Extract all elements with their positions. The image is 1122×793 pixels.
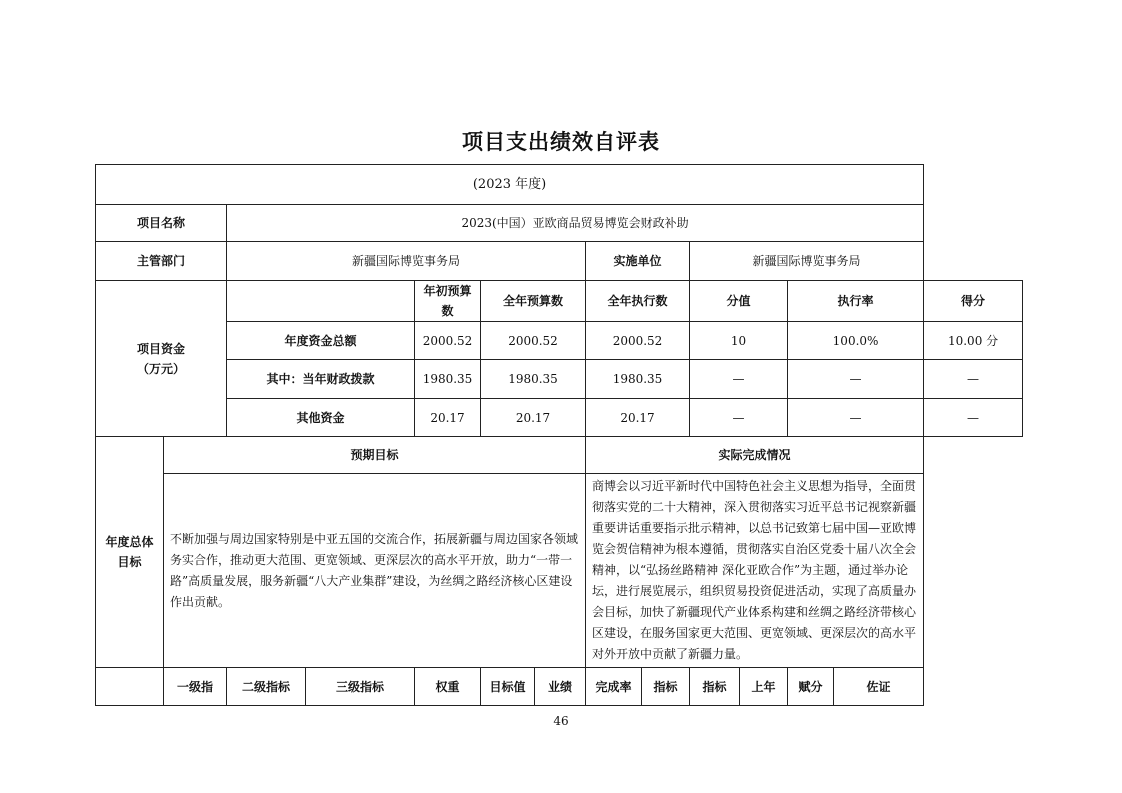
funds-label: 项目资金 (136, 341, 185, 356)
performance-table (95, 164, 1023, 706)
funds-cell: 1980.35 (481, 360, 586, 399)
funds-cell: — (788, 399, 924, 437)
indicator-blank-cell (96, 668, 164, 706)
indicator-header: 指标 (642, 668, 690, 706)
funds-header-exec-rate: 执行率 (788, 281, 924, 322)
indicator-header: 上年 (740, 668, 788, 706)
funds-cell: 20.17 (415, 399, 481, 437)
funds-label-cell (96, 281, 227, 437)
dept-value: 新疆国际博览事务局 (227, 242, 586, 281)
annual-goals-label: 年度总体目标 (96, 437, 164, 668)
indicator-header: 权重 (415, 668, 481, 706)
impl-unit-label: 实施单位 (586, 242, 690, 281)
actual-completion-text: 商博会以习近平新时代中国特色社会主义思想为指导，全面贯彻落实党的二十大精神，深入贯彻落实习近平总书记视察新疆重要讲话重要指示批示精神，以总书记致第七届中国—亚欧博览会贺信精神为根本遵循，贯彻落实自治区党委十届八次全会精神，以“弘扬丝路精神 深化亚欧合作”为主题，通过举办论坛，进行展览展示，组织贸易投资促进活动，实现了高质量办会目标，加快了新疆现代产业体系构建和丝绸之路经济带核心区建设，在服务国家更大范围、更宽领域、更深层次的高水平对外开放中贡献了新疆力量。 (586, 474, 924, 668)
funds-header-score: 得分 (924, 281, 1023, 322)
funds-cell: — (690, 360, 788, 399)
funds-header-annual: 全年预算数 (481, 281, 586, 322)
project-name-label: 项目名称 (96, 205, 227, 242)
funds-row-label: 其他资金 (227, 399, 415, 437)
funds-header-score-value: 分值 (690, 281, 788, 322)
project-name-value: 2023(中国）亚欧商品贸易博览会财政补助 (227, 205, 924, 242)
expected-goal-text: 不断加强与周边国家特别是中亚五国的交流合作，拓展新疆与周边国家各领域务实合作，推动更大范围、更宽领域、更深层次的高水平开放，助力“一带一路”高质量发展，服务新疆“八大产业集群”建设，为丝绸之路经济核心区建设作出贡献。 (164, 474, 586, 668)
funds-cell: 1980.35 (586, 360, 690, 399)
indicator-header: 完成率 (586, 668, 642, 706)
funds-cell: 2000.52 (586, 322, 690, 360)
funds-header-initial: 年初预算数 (415, 281, 481, 322)
indicator-header: 二级指标 (227, 668, 306, 706)
funds-cell: 1980.35 (415, 360, 481, 399)
funds-cell: — (924, 399, 1023, 437)
funds-cell: 2000.52 (415, 322, 481, 360)
indicator-header: 赋分 (788, 668, 834, 706)
funds-cell: 20.17 (586, 399, 690, 437)
funds-cell: — (788, 360, 924, 399)
page-number: 46 (553, 714, 569, 728)
year-cell: (2023 年度) (96, 165, 924, 205)
funds-cell: 100.0% (788, 322, 924, 360)
funds-cell: — (690, 399, 788, 437)
indicator-header: 佐证 (834, 668, 924, 706)
indicator-header: 一级指 (164, 668, 227, 706)
dept-label: 主管部门 (96, 242, 227, 281)
funds-unit: （万元） (136, 361, 185, 376)
actual-completion-header: 实际完成情况 (586, 437, 924, 474)
indicator-header: 目标值 (481, 668, 535, 706)
expected-goal-header: 预期目标 (164, 437, 586, 474)
indicator-header: 业绩 (535, 668, 586, 706)
impl-unit-value: 新疆国际博览事务局 (690, 242, 924, 281)
indicator-header: 三级指标 (306, 668, 415, 706)
funds-header-blank (227, 281, 415, 322)
funds-cell: 20.17 (481, 399, 586, 437)
funds-row-label: 其中：当年财政拨款 (227, 360, 415, 399)
funds-cell: 2000.52 (481, 322, 586, 360)
indicator-header: 指标 (690, 668, 740, 706)
page-title: 项目支出绩效自评表 (462, 130, 660, 154)
funds-cell: 10 (690, 322, 788, 360)
funds-row-label: 年度资金总额 (227, 322, 415, 360)
funds-cell: — (924, 360, 1023, 399)
funds-cell: 10.00 分 (924, 322, 1023, 360)
funds-header-executed: 全年执行数 (586, 281, 690, 322)
